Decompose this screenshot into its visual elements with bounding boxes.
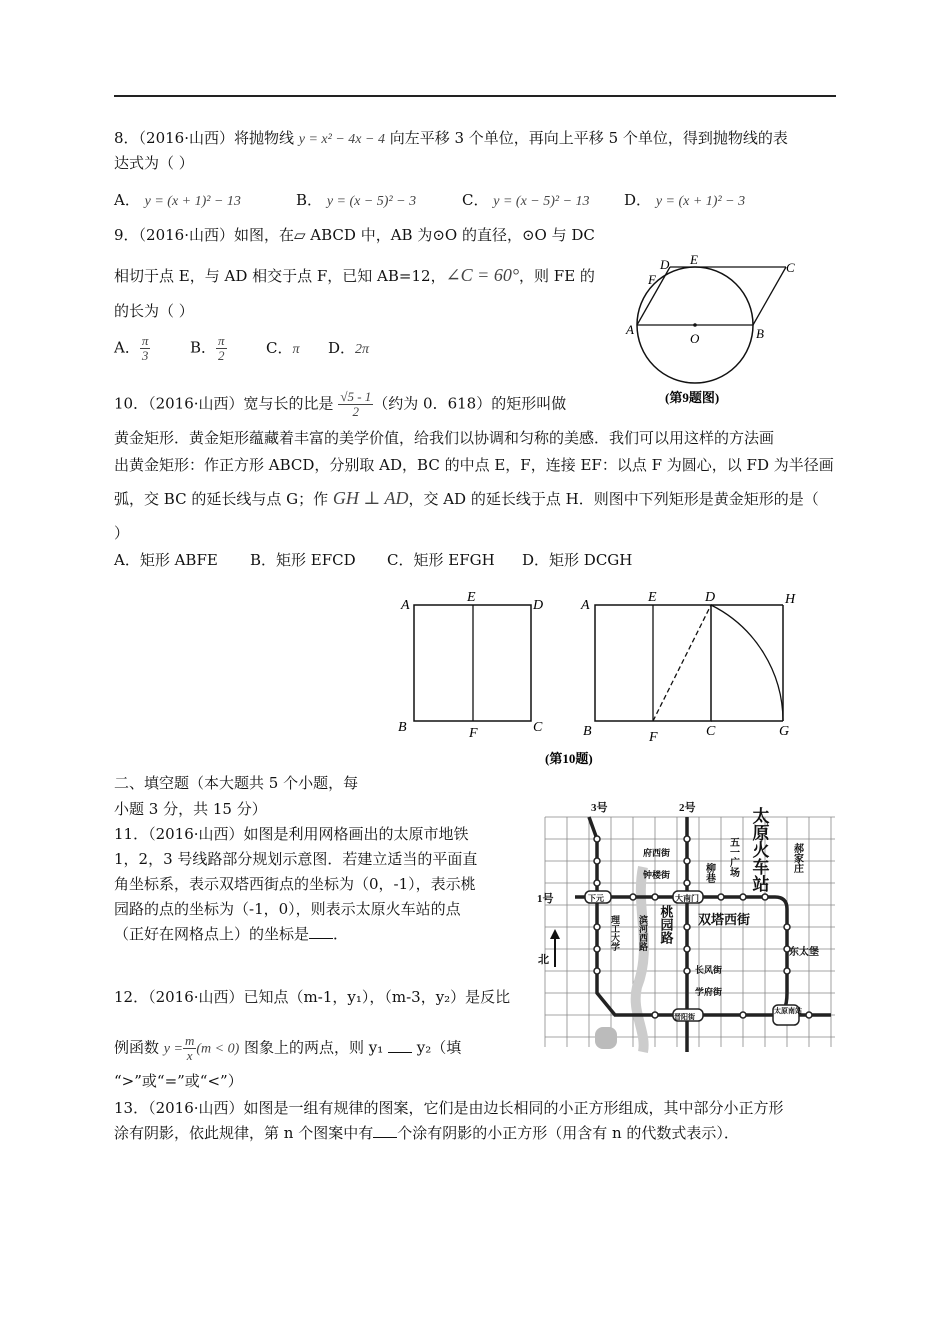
q10-line3: 出黄金矩形：作正方形 ABCD，分别取 AD，BC 的中点 E，F，连接 EF：以点 F 为圆心，以 FD 为半径画 xyxy=(114,456,834,474)
q8-formula: y = x² − 4x − 4 xyxy=(298,132,385,147)
north-arrow-icon xyxy=(550,929,560,939)
q8-text-post: 向左平移 3 个单位，再向上平移 5 个单位，得到抛物线的表 xyxy=(384,129,788,147)
q11-line1: 11．（2016·山西）如图是利用网格画出的太原市地铁 xyxy=(114,825,469,843)
q10-left-f: F xyxy=(469,726,478,741)
station-taoyuan: 桃园路 xyxy=(658,905,674,944)
map-north-label: 北 xyxy=(538,954,549,966)
q11-line2: 1，2，3 号线路部分规划示意图．若建立适当的平面直 xyxy=(114,850,478,868)
q10-right-b: B xyxy=(583,724,592,739)
q13-answer-blank[interactable] xyxy=(373,1123,397,1138)
q10-right-g: G xyxy=(779,724,790,739)
q8-option-d[interactable]: D． y = (x + 1)² − 3 xyxy=(624,191,746,209)
q9-option-a[interactable]: A． $\frac{\pi}{3}$ xyxy=(114,333,149,363)
q9-point-b: B xyxy=(756,326,764,341)
q9-caption: (第9题图) xyxy=(665,390,720,405)
q10-right-c: C xyxy=(706,724,716,739)
q10-right-f: F xyxy=(649,730,658,745)
station-taiyuan-south: 太原南站 xyxy=(774,1007,802,1015)
q9-option-c[interactable]: C．π xyxy=(266,339,300,357)
station-ligong: 理工大学 xyxy=(610,915,620,951)
q10-right-h: H xyxy=(785,592,796,607)
q9-point-f: F xyxy=(648,272,656,287)
q8-text: 8．（2016·山西）将抛物线 xyxy=(114,129,299,147)
station-xiayuan: 下元 xyxy=(588,894,604,903)
station-changfeng: 长风街 xyxy=(695,965,723,975)
map-line2-label: 2号 xyxy=(679,802,696,814)
q8-line2: 达式为（ ） xyxy=(114,154,194,172)
q8-line1 xyxy=(114,127,788,151)
q9-line3: 的长为（ ） xyxy=(114,302,194,320)
q9-point-d: D xyxy=(660,257,670,272)
q12-line3: “>”或“=”或“<”） xyxy=(114,1072,243,1090)
q11-line4: 园路的点的坐标为（-1，0），则表示太原火车站的点 xyxy=(114,900,461,918)
q9-figure xyxy=(620,250,810,410)
q11-line3: 角坐标系，表示双塔西街点的坐标为（0，-1），表示桃 xyxy=(114,875,476,893)
q9-point-e: E xyxy=(690,252,698,267)
q10-line4: 弧，交 BC 的延长线与点 G；作 GH ⊥ AD，交 AD 的延长线于点 H．则图中下列矩形是黄金矩形的是（ xyxy=(114,488,819,508)
q13-line2: 涂有阴影，依此规律，第 n 个图案中有 个涂有阴影的小正方形（用含有 n 的代数式表示）． xyxy=(114,1124,739,1142)
q10-left-a: A xyxy=(401,598,410,613)
q10-line5: ） xyxy=(114,524,130,542)
station-taiyuan-station: 太原火车站 xyxy=(749,807,769,892)
station-haojiazhuang: 郝家庄 xyxy=(791,843,803,873)
station-xuefu: 学府街 xyxy=(695,987,723,997)
q9-point-c: C xyxy=(786,260,795,275)
q8-option-b[interactable]: B． y = (x − 5)² − 3 xyxy=(296,191,417,209)
map-line3-label: 3号 xyxy=(591,802,608,814)
q9-point-o: O xyxy=(690,331,700,346)
station-dananmen: 大南门 xyxy=(675,894,699,903)
q9-line1: 9．（2016·山西）如图，在▱ ABCD 中，AB 为⊙O 的直径，⊙O 与 DC xyxy=(114,226,595,244)
q8-option-a[interactable]: A． y = (x + 1)² − 13 xyxy=(114,191,241,209)
q10-option-b[interactable]: B．矩形 EFCD xyxy=(250,551,356,569)
q10-line2: 黄金矩形．黄金矩形蕴藏着丰富的美学价值，给我们以协调和匀称的美感．我们可以用这样的方法画 xyxy=(114,429,775,447)
q9-option-d[interactable]: D．2π xyxy=(328,339,370,357)
q12-line1: 12．（2016·山西）已知点（m-1，y₁），（m-3，y₂）是反比 xyxy=(114,988,511,1006)
q11-answer-blank[interactable] xyxy=(309,924,333,939)
q10-left-c: C xyxy=(533,720,543,735)
q11-line5: （正好在网格点上）的坐标是 ． xyxy=(114,925,349,943)
metro-map xyxy=(535,797,840,1055)
station-jinyang: 晋阳街 xyxy=(674,1013,695,1021)
q10-left-d: D xyxy=(533,598,544,613)
section2-title-2: 小题 3 分，共 15 分） xyxy=(114,800,267,818)
q9-line2: 相切于点 E，与 AD 相交于点 F，已知 AB=12，∠C = 60°，则 FE 的 xyxy=(114,265,595,285)
q10-right-a: A xyxy=(581,598,590,613)
q10-caption: (第10题) xyxy=(545,751,593,766)
q10-option-a[interactable]: A．矩形 ABFE xyxy=(114,551,218,569)
map-line1-label: 1号 xyxy=(537,893,554,905)
station-liuxiang: 柳巷 xyxy=(703,863,715,883)
q10-right-e: E xyxy=(648,590,657,605)
q9-point-a: A xyxy=(626,322,634,337)
q9-angle: ∠C = 60° xyxy=(445,265,520,285)
q10-line1: 10．（2016·山西）宽与长的比是 $\frac{√5 - 1}{2}$ （约为 0．618）的矩形叫做 xyxy=(114,389,567,419)
q12-line2: 例函数 y = $\frac{m}{x}$ (m < 0) 图象上的两点，则 y₁ y₂（填 xyxy=(114,1033,462,1063)
q13-line1: 13．（2016·山西）如图是一组有规律的图案，它们是由边长相同的小正方形组成，其中部分小正方形 xyxy=(114,1099,784,1117)
station-binhe: 滨河西路 xyxy=(638,915,648,951)
station-zhonglou: 钟楼街 xyxy=(643,870,671,880)
station-dongtaipu: 东太堡 xyxy=(789,947,819,958)
q10-option-c[interactable]: C．矩形 EFGH xyxy=(387,551,495,569)
station-wuyi: 五一广场 xyxy=(727,837,739,877)
q9-option-b[interactable]: B． $\frac{\pi}{2}$ xyxy=(190,333,225,363)
q10-figure xyxy=(395,585,815,770)
q8-option-c[interactable]: C． y = (x − 5)² − 13 xyxy=(462,191,590,209)
top-rule xyxy=(114,95,836,97)
q12-answer-blank[interactable] xyxy=(388,1038,412,1053)
q10-left-e: E xyxy=(467,590,476,605)
station-shuangta: 双塔西街 xyxy=(698,912,751,927)
q10-option-d[interactable]: D．矩形 DCGH xyxy=(522,551,633,569)
station-fuxijie: 府西街 xyxy=(643,848,671,858)
q10-left-b: B xyxy=(398,720,407,735)
section2-title-1: 二、填空题（本大题共 5 个小题，每 xyxy=(114,774,359,792)
q10-right-d: D xyxy=(705,590,716,605)
